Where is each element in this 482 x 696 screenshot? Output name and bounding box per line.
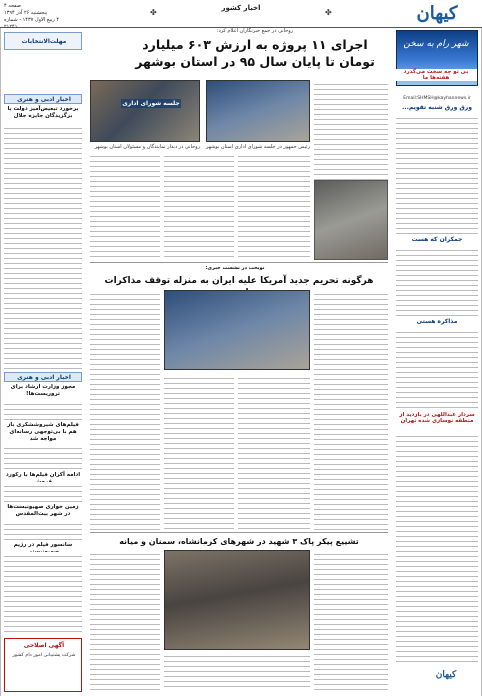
- left-body-text-4: [4, 482, 82, 502]
- notice-body: شرکت پشتیبانی امور دام کشور: [12, 653, 76, 658]
- right-list-1: [396, 114, 478, 234]
- main-body-col-1: [90, 152, 160, 260]
- third-body-col-3: [314, 550, 388, 690]
- third-headline[interactable]: تشییع پیکر پاک ۳ شهید در شهرهای کرمانشاه، سمنان و میانه: [119, 537, 359, 546]
- divider: [90, 262, 388, 263]
- left-headline-4[interactable]: ادامه آکران فیلم‌ها با رکورد: [5, 472, 81, 478]
- main-body-col-2: [164, 152, 234, 260]
- speech-photo[interactable]: [206, 80, 310, 142]
- section-title: اخبار کشور: [221, 4, 261, 12]
- second-body-col-1: [90, 290, 160, 530]
- second-headline[interactable]: هرگونه تحریم جدید آمریکا علیه ایران به منزله توقف مذاکرات: [104, 276, 374, 286]
- ornament-icon: ✤: [150, 8, 157, 17]
- issue-number: ۴ ربیع الاول ۱۴۳۷ - شماره ۲۱۲۴۱: [4, 17, 60, 30]
- left-box: [4, 32, 82, 50]
- left-body-text-6: [4, 552, 82, 632]
- section-title-2: اخبار ادبی و هنری: [17, 374, 71, 381]
- promo-title: شهر رام به سخن: [403, 39, 469, 49]
- date-line: [4, 3, 74, 31]
- second-kicker: نوبخت در نشست خبری:: [205, 265, 265, 271]
- gregorian-date: پنجشنبه ۲۶ آذر ۱۳۹۴: [4, 10, 48, 16]
- third-body-col-1: [90, 550, 160, 690]
- main-body-col-3: [238, 152, 310, 260]
- kayhan-seal: کیهان: [435, 670, 457, 680]
- left-headline-5[interactable]: زمین خواری صهیونیست‌ها در شهر بیت‌المقدس: [7, 504, 79, 517]
- left-headline-1[interactable]: برخورد تبعیض‌آمیز دولت با برگزیدگان جایزه جلال: [7, 106, 79, 119]
- notice-box: [4, 638, 82, 692]
- notice-title: آگهی اصلاحی: [23, 642, 65, 649]
- meeting-photo[interactable]: [90, 80, 200, 142]
- funeral-photo[interactable]: [164, 550, 310, 650]
- left-headline-6[interactable]: سانسور فیلم در رژیم: [13, 542, 73, 548]
- promo-box[interactable]: [396, 30, 478, 86]
- left-column: [0, 28, 84, 696]
- section-banner: [4, 94, 82, 104]
- left-headline-2[interactable]: مجوز وزارت ارشاد برای تروریست‌ها!: [10, 384, 76, 397]
- divider-2: [90, 532, 388, 533]
- right-body-text: [396, 432, 478, 662]
- second-body-col-2: [164, 374, 234, 530]
- left-body-text-2: [4, 400, 82, 420]
- right-heading-1: ورق ورق شنبه تقویم...: [402, 104, 472, 111]
- second-body-col-4: [314, 290, 388, 530]
- left-text-block: [4, 52, 82, 92]
- left-body-text-3: [4, 444, 82, 469]
- contact-email[interactable]: Email:SHMSH@kayhannews.ir: [403, 96, 471, 101]
- ornament-icon: ✤: [325, 8, 332, 17]
- box-title: مهلت‌الانتخابات: [21, 38, 67, 45]
- left-headline-3[interactable]: فیلم‌های شیرو‌ششکری باز هم با بی‌توجهی رسانه‌ای مواجه شد: [7, 422, 79, 442]
- promo-subtitle: بی تو چه سخت می‌گذرد هفته‌ها ما: [395, 69, 477, 81]
- right-heading-3: مذاکره هستی: [416, 318, 458, 325]
- press-conference-photo[interactable]: [164, 290, 310, 370]
- left-body-text-5: [4, 520, 82, 540]
- caption-1: روحانی در دیدار نمایندگان و مسئولان استان بوشهر: [94, 144, 200, 150]
- main-headline[interactable]: اجرای ۱۱ پروژه به ارزش ۶۰۳ میلیارد تومان تا پایان سال ۹۵ در استان بوشهر: [135, 37, 375, 69]
- right-heading-2: جمکران که هست: [411, 236, 463, 243]
- caption-2: رئیس جمهور در جلسه شورای اداری استان بوشهر: [206, 144, 310, 150]
- right-list-3: [396, 328, 478, 408]
- right-red-headline[interactable]: سردار عبداللهی در بازدید از منطقه نوسازی شده تهران: [399, 412, 475, 424]
- main-kicker: روحانی در جمع خبرنگاران اعلام کرد:: [216, 28, 294, 34]
- page-number: صفحه ۴: [4, 3, 21, 9]
- masthead: [0, 0, 482, 28]
- section-title: اخبار ادبی و هنری: [17, 96, 71, 103]
- third-body-col-2: [164, 652, 310, 690]
- portrait-photo[interactable]: [314, 180, 388, 260]
- right-list-2: [396, 246, 478, 316]
- photo-banner: جلسه شورای اداری: [122, 100, 180, 107]
- second-body-col-3: [238, 374, 310, 530]
- section-banner-2: [4, 372, 82, 382]
- newspaper-logo[interactable]: کیهان: [416, 3, 458, 24]
- left-body-text: [4, 124, 82, 369]
